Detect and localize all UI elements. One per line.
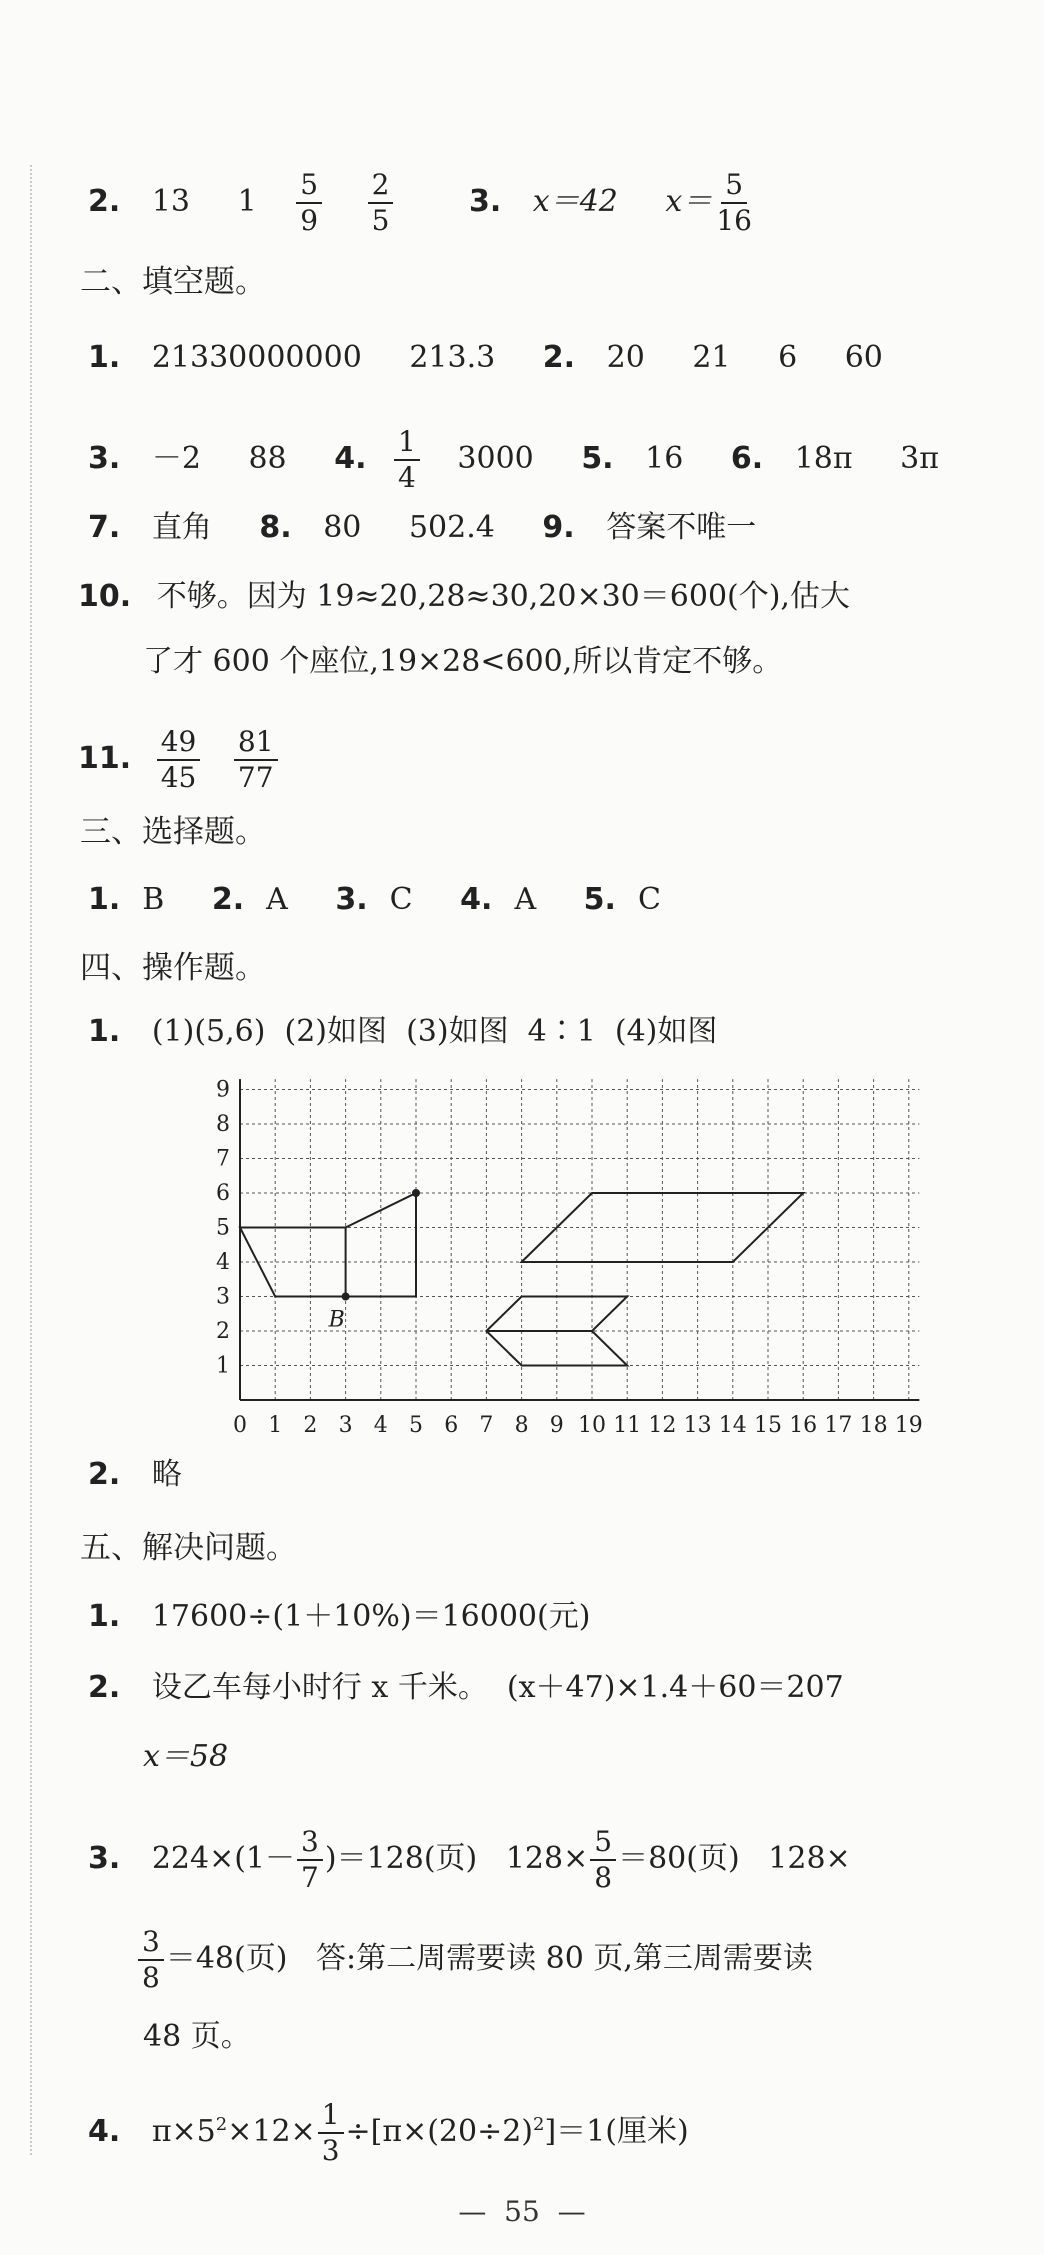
point-b-label: B xyxy=(328,1307,345,1333)
x-tick-label: 15 xyxy=(754,1413,782,1438)
x-tick-label: 3 xyxy=(338,1413,353,1438)
answer-line: x＝58 xyxy=(143,1739,229,1774)
section-title: 二、填空题。 xyxy=(80,264,266,300)
point-b-dot xyxy=(342,1293,350,1301)
answer-line: 48 页。 xyxy=(143,2019,251,2054)
x-tick-label: 14 xyxy=(718,1413,747,1438)
x-tick-label: 9 xyxy=(549,1413,564,1438)
section-title: 三、选择题。 xyxy=(80,814,266,850)
binding-dotted-line xyxy=(30,165,32,2155)
q3-equation: x＝ xyxy=(665,184,713,219)
fraction: $\frac{1}{3}$ xyxy=(318,2098,344,2168)
x-tick-label: 10 xyxy=(578,1413,606,1438)
q2-value: 1 xyxy=(237,184,257,219)
answer-line: 了才 600 个座位,19×28<600,所以肯定不够。 xyxy=(143,644,783,679)
answer-line: 3. －2 88 4. $\frac{1}{4}$ 3000 5. 16 6. 18π 3π xyxy=(88,425,939,494)
answer-line: 11. $\frac{49}{45}$ $\frac{81}{77}$ xyxy=(78,725,284,795)
answer-line: 10. 不够。因为 19≈20,28≈30,20×30＝600(个),估大 xyxy=(78,579,850,614)
answer-line: $\frac{3}{8}$ ＝48(页) 答:第二周需要读 80 页,第三周需要读 xyxy=(138,1925,813,1995)
original-shape xyxy=(240,1193,416,1297)
x-tick-label: 5 xyxy=(409,1413,423,1438)
y-tick-label: 8 xyxy=(216,1112,230,1137)
q3-equation: x＝42 xyxy=(532,184,618,219)
q2-label: 2. xyxy=(88,184,121,219)
coordinate-grid xyxy=(200,1075,960,1455)
answer-line: 2. 略 xyxy=(88,1457,182,1492)
x-tick-label: 16 xyxy=(789,1413,818,1438)
x-tick-label: 8 xyxy=(514,1413,529,1438)
x-tick-label: 2 xyxy=(303,1413,318,1438)
x-tick-label: 11 xyxy=(613,1413,642,1438)
y-tick-label: 4 xyxy=(216,1250,230,1275)
y-tick-label: 1 xyxy=(216,1353,230,1379)
answer-line: 4. $\pi\times 5^2\times 12\times$ $\frac{1}{3}$ $\div[\pi\times(20\div 2)^2]=1$(厘米) xyxy=(88,2098,689,2167)
fraction: $\frac{49}{45}$ xyxy=(157,725,201,795)
answer-line: 7. 直角 8. 80 502.4 9. 答案不唯一 xyxy=(88,510,757,545)
answer-line: 3. 224×(1－ $\frac{3}{7}$ )＝128(页) 128× $\frac{5}{8}$ ＝80(页) 128× xyxy=(88,1825,851,1894)
fraction: $\frac{3}{8}$ xyxy=(138,1925,164,1995)
fraction: $\frac{1}{4}$ xyxy=(394,425,420,495)
q2-fraction: $\frac{2}{5}$ xyxy=(368,168,394,238)
q3-fraction: $\frac{5}{16}$ xyxy=(716,168,752,237)
x-tick-label: 4 xyxy=(373,1413,388,1438)
y-tick-label: 9 xyxy=(216,1077,230,1103)
x-tick-label: 0 xyxy=(233,1413,247,1438)
page-number: 55 xyxy=(504,2195,540,2228)
x-tick-label: 13 xyxy=(683,1413,712,1438)
y-tick-label: 2 xyxy=(216,1319,230,1344)
fraction: $\frac{3}{7}$ xyxy=(297,1825,323,1895)
answer-line: 1. 17600÷(1＋10%)＝16000(元) xyxy=(88,1599,591,1634)
section-title: 四、操作题。 xyxy=(80,950,266,986)
answer-line: 1. (1)(5,6) (2)如图 (3)如图 4∶1 (4)如图 xyxy=(88,1014,718,1049)
x-tick-label: 7 xyxy=(479,1413,494,1438)
vertex-dot xyxy=(412,1189,420,1197)
y-tick-label: 6 xyxy=(216,1181,230,1206)
x-tick-label: 17 xyxy=(824,1413,853,1438)
y-tick-label: 7 xyxy=(216,1146,230,1172)
q2-fraction: $\frac{5}{9}$ xyxy=(296,168,322,238)
q2-value: 13 xyxy=(151,184,191,219)
y-tick-label: 5 xyxy=(216,1215,230,1241)
answer-line: 1. 21330000000 213.3 2. 20 21 6 60 xyxy=(88,340,883,375)
fraction: $\frac{5}{8}$ xyxy=(590,1825,616,1895)
q3-label: 3. xyxy=(468,184,502,219)
x-tick-label: 18 xyxy=(859,1413,888,1438)
page-footer: — 55 — xyxy=(458,2195,586,2228)
answer-line-top xyxy=(88,168,762,238)
x-tick-label: 12 xyxy=(648,1413,677,1438)
answer-line: 1. B 2. A 3. C 4. A 5. C xyxy=(88,882,661,917)
x-tick-label: 6 xyxy=(444,1413,459,1438)
x-tick-label: 1 xyxy=(268,1413,283,1438)
section-title: 五、解决问题。 xyxy=(80,1530,297,1566)
fraction: $\frac{81}{77}$ xyxy=(234,725,278,795)
x-tick-label: 19 xyxy=(894,1413,923,1438)
y-tick-label: 3 xyxy=(216,1284,230,1310)
answer-line: 2. 设乙车每小时行 x 千米。 (x＋47)×1.4＋60＝207 xyxy=(88,1670,844,1705)
